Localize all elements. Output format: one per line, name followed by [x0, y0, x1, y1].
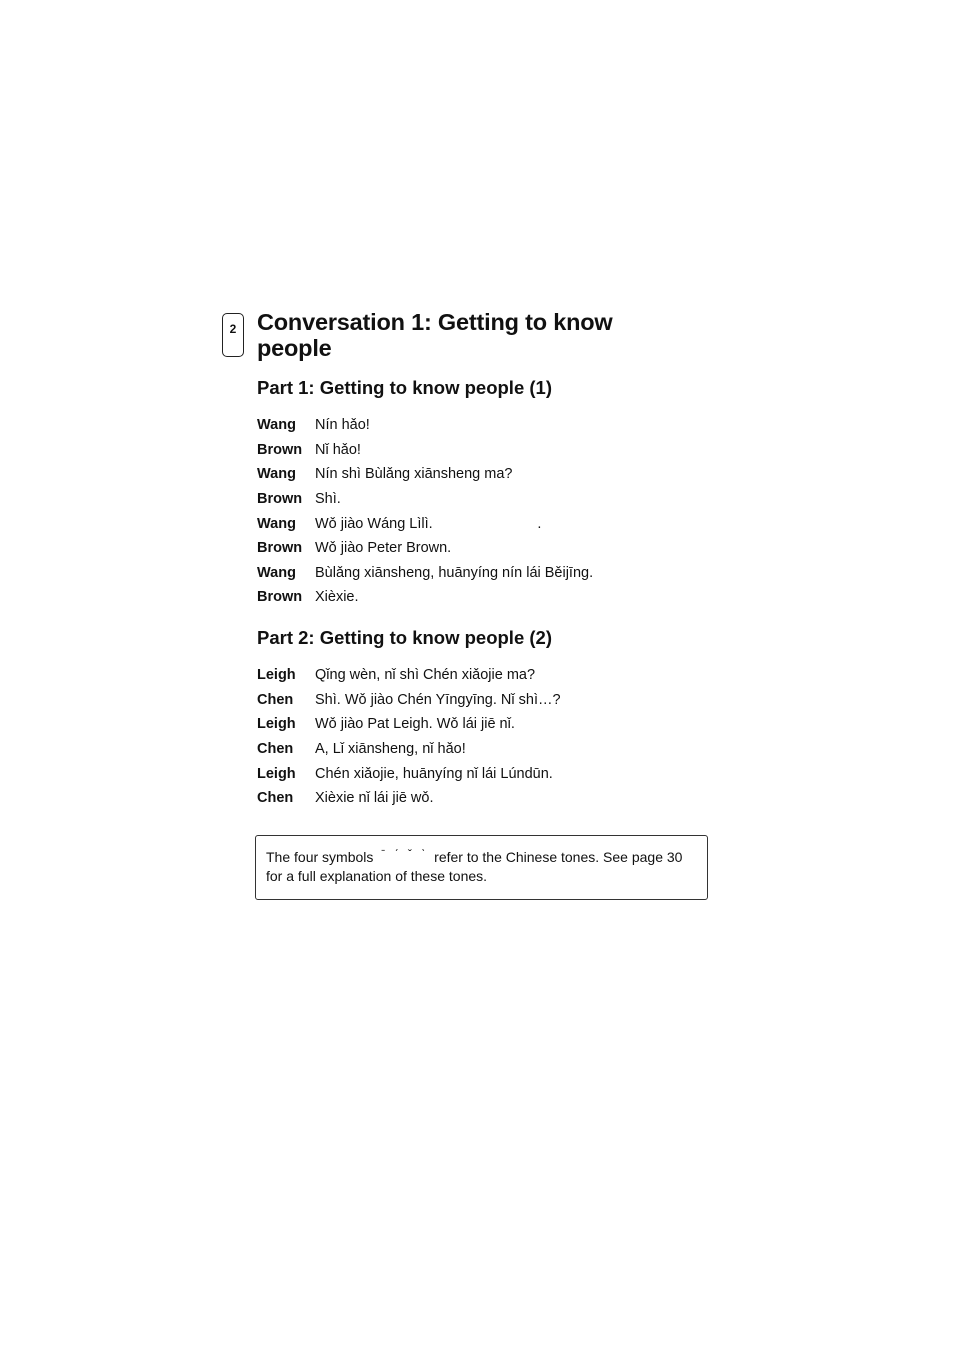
dialogue-line: [257, 462, 697, 487]
utterance-text: Wǒ jiào Peter Brown.: [315, 540, 452, 557]
dialogue-line: [257, 663, 697, 688]
speaker-name: Brown: [257, 491, 303, 508]
dialogue-line: [257, 561, 697, 586]
dialogue-line: [257, 688, 697, 713]
utterance-text: Nǐ hǎo!: [315, 441, 361, 458]
speaker-name: Wang: [257, 515, 296, 532]
tone-marks-symbols: ˉ ˊ ˇ ˋ: [381, 847, 429, 861]
dialogue-line: [257, 737, 697, 762]
dialogue-line: [257, 511, 697, 536]
part-2-heading: Part 2: Getting to know people (2): [257, 627, 552, 648]
tones-note-box: [255, 835, 708, 900]
speaker-name: Leigh: [257, 667, 296, 684]
audio-track-badge: 2: [222, 313, 244, 357]
part-1-heading: Part 1: Getting to know people (1): [257, 377, 552, 398]
speaker-name: Brown: [257, 441, 303, 458]
dialogue-line: [257, 413, 697, 438]
speaker-name: Brown: [257, 589, 303, 606]
utterance-text: A, Lǐ xiānsheng, nǐ hǎo!: [315, 741, 466, 758]
part-1-dialogue: [257, 413, 697, 610]
speaker-name: Chen: [257, 691, 294, 708]
dialogue-line: [257, 712, 697, 737]
utterance-text: Shì.: [315, 491, 341, 508]
utterance-text: Wǒ jiào Wáng Lìlì. .: [315, 515, 542, 532]
note-text-before: The four symbols: [266, 849, 374, 865]
part-2-dialogue: [257, 663, 697, 811]
speaker-name: Wang: [257, 417, 296, 434]
speaker-name: Leigh: [257, 765, 296, 782]
utterance-text: Wǒ jiào Pat Leigh. Wǒ lái jiē nǐ.: [315, 716, 515, 733]
speaker-name: Wang: [257, 564, 296, 581]
dialogue-line: [257, 761, 697, 786]
speaker-name: Wang: [257, 466, 296, 483]
speaker-name: Chen: [257, 790, 294, 807]
dialogue-line: [257, 786, 697, 811]
utterance-text: Qǐng wèn, nǐ shì Chén xiǎojie ma?: [315, 667, 536, 684]
utterance-text: Xièxie nǐ lái jiē wǒ.: [315, 790, 434, 807]
utterance-text: Xièxie.: [315, 589, 359, 606]
speaker-name: Brown: [257, 540, 303, 557]
speaker-name: Leigh: [257, 716, 296, 733]
utterance-text: Chén xiǎojie, huānyíng nǐ lái Lúndūn.: [315, 765, 553, 782]
utterance-text: Nín hǎo!: [315, 417, 370, 434]
note-text-after: refer to the Chinese tones. See page 30 for a full explanation of these tones.: [266, 849, 683, 884]
dialogue-line: [257, 438, 697, 463]
dialogue-line: [257, 585, 697, 610]
utterance-text: Shì. Wǒ jiào Chén Yīngyīng. Nǐ shì…?: [315, 691, 561, 708]
dialogue-line: [257, 487, 697, 512]
utterance-text: Nín shì Bùlǎng xiānsheng ma?: [315, 466, 513, 483]
utterance-text: Bùlǎng xiānsheng, huānyíng nín lái Běijīng.: [315, 564, 594, 581]
page-title: Conversation 1: Getting to know people: [257, 309, 613, 361]
dialogue-line: [257, 536, 697, 561]
speaker-name: Chen: [257, 741, 294, 758]
